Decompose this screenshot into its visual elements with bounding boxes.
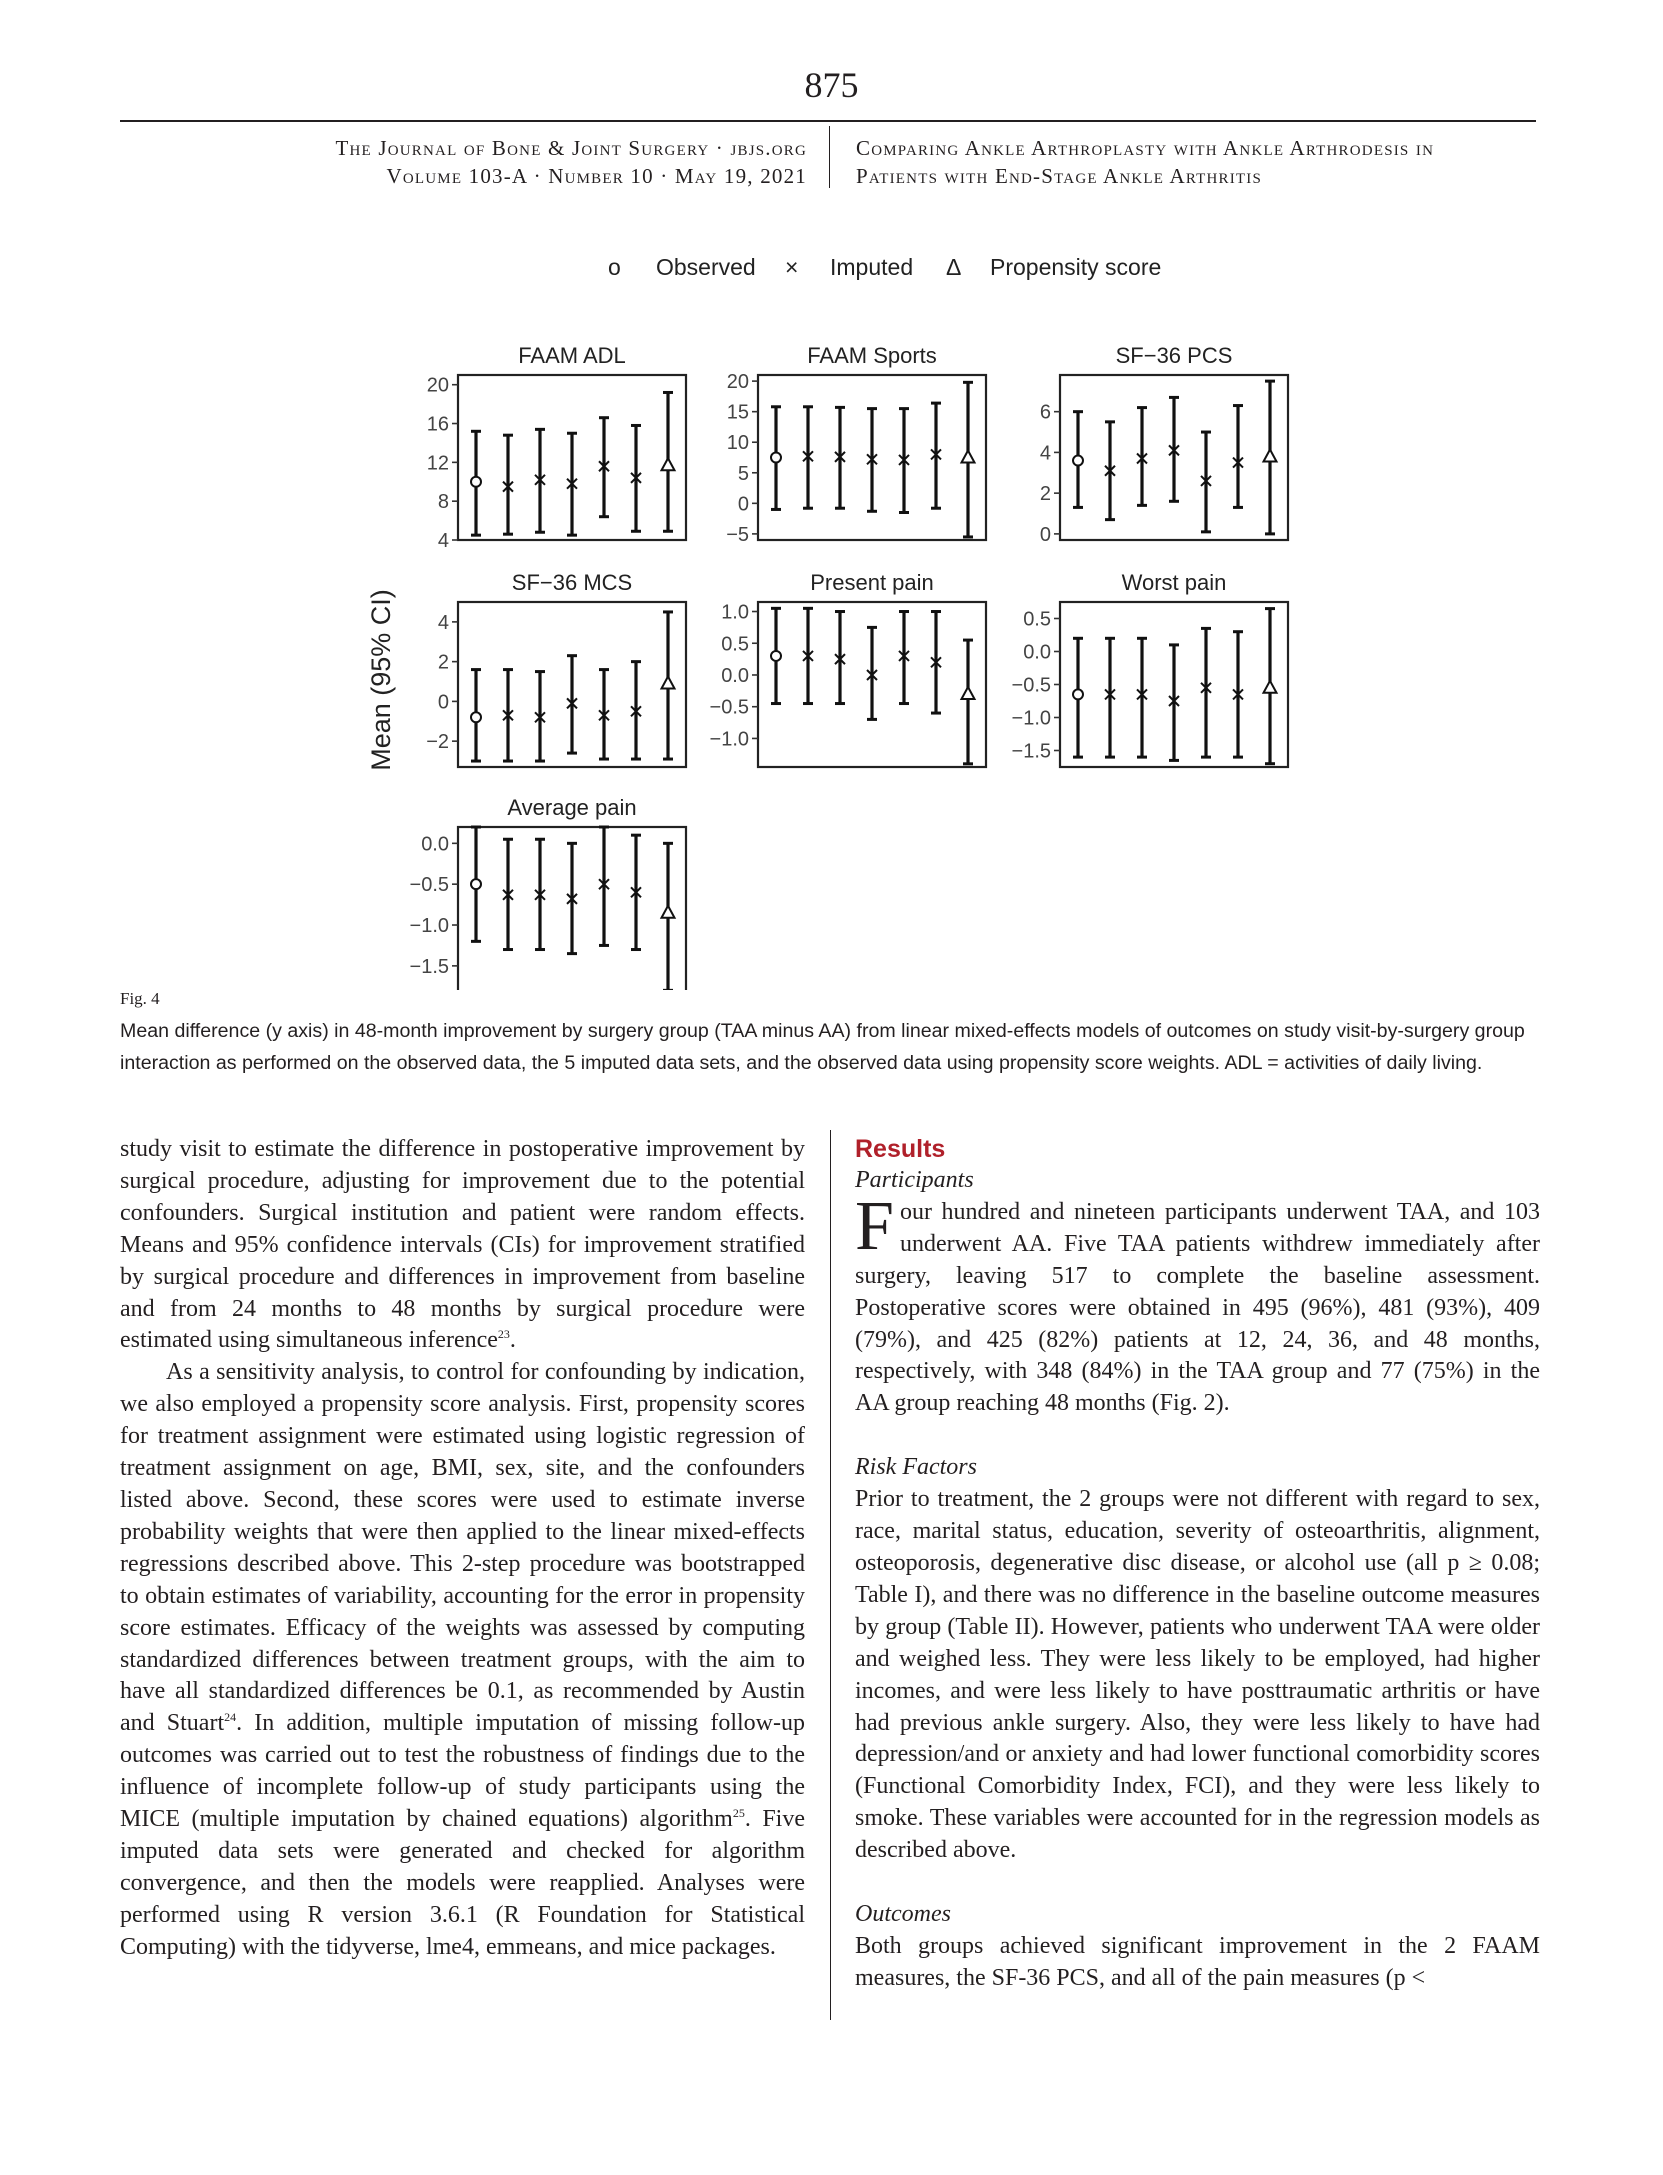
y-axis-label: Mean (95% CI) (366, 589, 396, 771)
y-tick-label: 5 (737, 462, 749, 485)
reference-marker: 24 (224, 1710, 237, 1725)
mean-point-observed (771, 651, 781, 661)
legend (608, 254, 1161, 280)
y-tick-label: 0.0 (1023, 641, 1051, 664)
mean-point-observed (471, 712, 481, 722)
legend-propensity-symbol: Δ (946, 254, 962, 280)
mean-point-observed (471, 477, 481, 487)
y-tick-label: 0 (1039, 523, 1051, 546)
legend-observed-symbol: o (608, 254, 621, 280)
y-tick-label: 2 (1039, 483, 1051, 506)
y-tick-label: −0.5 (409, 874, 449, 897)
panel-worst-pain (1012, 570, 1288, 767)
mean-point-observed (771, 453, 781, 463)
page-number: 875 (804, 65, 859, 105)
panel-sf-36-mcs (426, 570, 686, 767)
y-tick-label: 2 (437, 651, 449, 674)
participants-paragraph (855, 1187, 1540, 1420)
paragraph-text: . In addition, multiple imputation of missing follow-up outcomes was carried out to test the robustness of findings due to the influence of incomplete follow-up of study participants using the MICE (multiple imputation by chained equations) algorithm (120, 1710, 806, 1833)
panel-title: SF−36 MCS (511, 570, 633, 595)
paragraph-sensitivity-analysis (120, 1357, 805, 1963)
y-tick-label: 0.0 (421, 833, 449, 856)
running-header-journal (336, 134, 808, 190)
panel-title: SF−36 PCS (1115, 343, 1233, 368)
y-tick-label: 8 (437, 491, 449, 514)
y-tick-label: 0 (437, 691, 449, 714)
article-title-line-2: Patients with End-Stage Ankle Arthritis (856, 164, 1263, 188)
paragraph-text: As a sensitivity analysis, to control for confounding by indication, we also employed a propensity score analysis. First, propensity scores for treatment assignment were estimated using logistic regression of treatment assignment on age, BMI, sex, site, and the confounders listed above. Second, these scores were used to estimate inverse probability weights that were then applied to the linear mixed-effects regressions described above. This 2-step procedure was bootstrapped to obtain estimates of variability, accounting for the error in propensity score estimates. Efficacy of the weights was assessed by computing standardized differences between treatment groups, with the aim to have all standardized differences be 0.1, as recommended by Austin and Stuart (120, 1359, 805, 1737)
y-tick-label: 15 (726, 401, 749, 424)
drop-cap: F (855, 1187, 894, 1265)
reference-marker: 23 (497, 1327, 510, 1342)
figure-label: Fig. 4 (120, 989, 160, 1008)
y-tick-label: 12 (426, 452, 449, 475)
outcomes-paragraph: Both groups achieved significant improvement in the 2 FAAM measures, the SF-36 PCS, and all of the pain measures (p < (855, 1932, 1540, 1991)
mean-point-observed (471, 879, 481, 889)
panel-average-pain (410, 795, 686, 990)
y-tick-label: −1.0 (709, 728, 749, 751)
article-title-line-1: Comparing Ankle Arthroplasty with Ankle Arthrodesis in (856, 136, 1435, 160)
y-tick-label: −1.5 (1011, 740, 1051, 763)
panel-title: Worst pain (1121, 570, 1227, 595)
panel-title: Present pain (810, 570, 934, 595)
y-tick-label: 10 (726, 432, 749, 455)
y-tick-label: 0.5 (721, 633, 749, 656)
facet-panels (410, 343, 1288, 990)
panel-title: FAAM ADL (518, 343, 626, 368)
mean-point-propensity (662, 458, 675, 470)
reference-marker: 25 (732, 1806, 745, 1821)
y-tick-label: 16 (426, 413, 449, 436)
panel-present-pain (710, 570, 986, 767)
results-heading: Results (855, 1135, 946, 1163)
y-tick-label: −1.0 (1011, 707, 1051, 730)
y-tick-label: 0 (737, 493, 749, 516)
left-column (120, 1134, 805, 1964)
journal-name-line: The Journal of Bone & Joint Surgery · jbjs.org (335, 136, 807, 160)
mean-point-observed (1073, 456, 1083, 466)
y-tick-label: 20 (726, 371, 749, 394)
y-tick-label: −5 (726, 523, 749, 546)
panel-faam-adl (427, 343, 686, 552)
y-tick-label: 4 (437, 611, 449, 634)
mean-point-observed (1073, 689, 1083, 699)
column-divider (830, 1130, 831, 2020)
y-tick-label: 20 (426, 374, 449, 397)
paragraph-text: . Five imputed data sets were generated and checked for algorithm convergence, and then the models were reapplied. Analyses were performed using R version 3.6.1 (R Foundation for Statistical Computing) with the tidyverse, lme4, emmeans, and mice packages. (120, 1806, 806, 1960)
y-tick-label: −2 (426, 731, 449, 754)
risk-factors-heading: Risk Factors (855, 1454, 977, 1481)
y-tick-label: 4 (1039, 442, 1051, 465)
running-header-title (856, 134, 1434, 190)
paragraph-text-end: . (509, 1327, 516, 1354)
outcomes-heading: Outcomes (855, 1901, 951, 1928)
paragraph-text: study visit to estimate the difference in postoperative improvement by surgical procedure, adjusting for improvement due to the potential confounders. Surgical institution and patient were random effects. Means and 95% confidence intervals (CIs) for improvement stratified by surgical procedure and differences in improvement from baseline and from 24 months to 48 months by surgical procedure were estimated using simultaneous inference (120, 1136, 805, 1354)
paragraph-methods-continued (120, 1134, 805, 1357)
y-tick-label: −1.0 (409, 915, 449, 938)
paragraph-text: our hundred and nineteen participants underwent TAA, and 103 underwent AA. Five TAA patients withdrew immediately after surgery, leaving 517 to complete the baseline assessment. Postoperative scores were obtained in 495 (96%), 481 (93%), 409 (79%), and 425 (82%) patients at 12, 24, 36, and 48 months, respectively, with 348 (84%) in the TAA group and 77 (75%) in the AA group reaching 48 months (Fig. 2). (855, 1198, 1540, 1417)
legend-imputed-label: Imputed (830, 254, 914, 280)
figure-caption: Mean difference (y axis) in 48-month improvement by surgery group (TAA minus AA) from linear mixed-effects models of outcomes on study visit-by-surgery group interaction as performed on the observed data, the 5 imputed data sets, and the observed data using propensity score weights. ADL = activities of daily living. (120, 1020, 1525, 1074)
legend-propensity-label: Propensity score (990, 254, 1162, 280)
panel-faam-sports (726, 343, 986, 546)
y-tick-label: 0.0 (721, 664, 749, 687)
header-divider (829, 126, 830, 188)
right-column (855, 1134, 1540, 1995)
y-tick-label: −1.5 (409, 955, 449, 978)
y-tick-label: 0.5 (1023, 608, 1051, 631)
mean-point-propensity (1264, 681, 1277, 693)
panel-sf-36-pcs (1040, 343, 1288, 546)
mean-point-propensity (662, 906, 675, 918)
mean-point-propensity (1264, 449, 1277, 461)
mean-point-propensity (662, 677, 675, 689)
participants-heading: Participants (855, 1167, 974, 1193)
y-tick-label: 4 (437, 530, 449, 552)
legend-imputed-symbol: × (785, 254, 799, 280)
legend-observed-label: Observed (656, 254, 756, 280)
panel-title: FAAM Sports (807, 343, 937, 368)
y-tick-label: 6 (1039, 401, 1051, 424)
journal-volume-line: Volume 103-A · Number 10 · May 19, 2021 (386, 164, 807, 188)
y-tick-label: −0.5 (709, 696, 749, 719)
y-tick-label: −0.5 (1011, 674, 1051, 697)
figure-4-chart (0, 230, 1663, 990)
panel-title: Average pain (507, 795, 637, 820)
mean-point-propensity (962, 451, 975, 463)
mean-point-propensity (962, 687, 975, 699)
risk-factors-paragraph: Prior to treatment, the 2 groups were not different with regard to sex, race, marital status, education, severity of osteoarthritis, alignment, osteoporosis, degenerative disc disease, or alcohol use (all p ≥ 0.08; Table I), and there was no difference in the baseline outcome measures by group (Table II). However, patients who underwent TAA were older and weighed less. They were less likely to be employed, had higher incomes, and were less likely to have posttraumatic arthritis or have had previous ankle surgery. Also, they were less likely to have had depression/and or anxiety and had lower functional comorbidity scores (Functional Comorbidity Index, FCI), and they were less likely to smoke. These variables were accounted for in the regression models as described above. (855, 1486, 1540, 1864)
header-rule (120, 120, 1536, 122)
y-tick-label: 1.0 (721, 601, 749, 624)
